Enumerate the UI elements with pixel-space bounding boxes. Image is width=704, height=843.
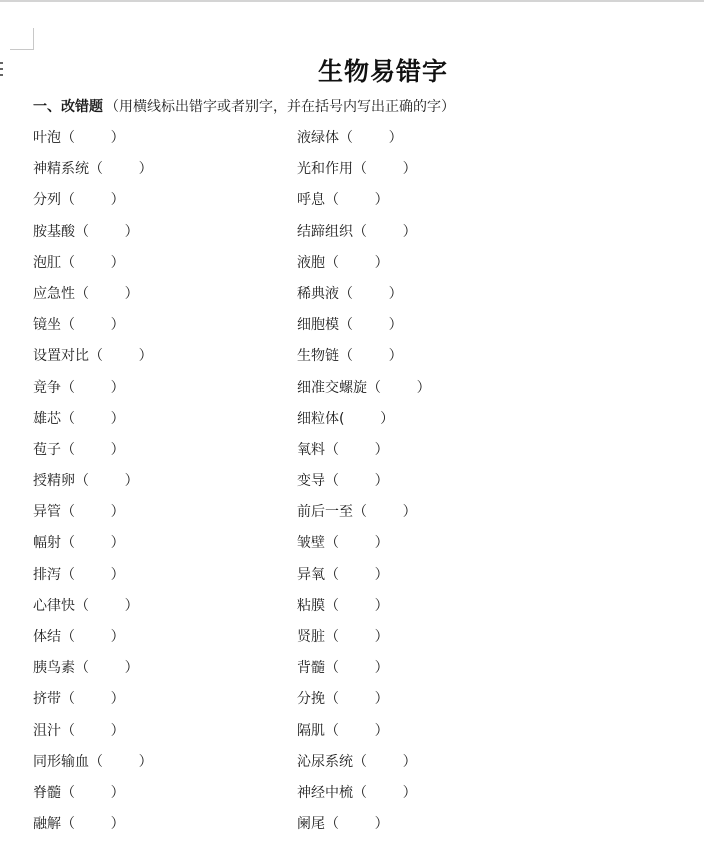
exercise-item (33, 311, 153, 342)
exercise-item (297, 249, 431, 280)
section-number: 一、 (33, 99, 61, 115)
answer-blank[interactable]: （ ） (353, 223, 417, 240)
exercise-word: 设置对比 (33, 348, 89, 365)
exercise-item (33, 124, 153, 155)
exercise-word: 应急性 (33, 285, 75, 302)
answer-blank[interactable]: （ ） (61, 629, 125, 645)
exercise-word: 脊髓 (33, 784, 61, 801)
answer-blank[interactable]: （ ） (61, 317, 125, 334)
exercise-item (33, 685, 153, 716)
answer-blank[interactable]: （ ） (325, 473, 389, 490)
exercise-item (297, 311, 431, 342)
answer-blank[interactable]: ( ） (339, 410, 395, 427)
exercise-item (297, 467, 431, 498)
exercise-item (297, 685, 431, 716)
exercise-word: 叶泡 (33, 130, 61, 146)
exercise-word: 挤带 (33, 691, 61, 708)
exercise-item (33, 592, 153, 623)
answer-blank[interactable]: （ ） (61, 379, 125, 396)
exercise-word: 幅射 (33, 535, 61, 552)
exercise-item (297, 280, 431, 311)
exercise-word: 苞子 (33, 441, 61, 458)
answer-blank[interactable]: （ ） (75, 473, 139, 490)
answer-blank[interactable]: （ ） (61, 535, 125, 552)
exercise-item (297, 810, 431, 841)
answer-blank[interactable]: （ ） (61, 691, 125, 708)
exercise-word: 皱壁 (297, 535, 325, 552)
exercise-item (33, 529, 153, 560)
exercise-word: 排泻 (33, 566, 61, 583)
exercise-word: 呼息 (297, 192, 325, 209)
exercise-item (33, 467, 153, 498)
exercise-item (33, 654, 153, 685)
exercise-item (33, 623, 153, 654)
answer-blank[interactable]: （ ） (75, 223, 139, 240)
exercise-item (297, 623, 431, 654)
answer-blank[interactable]: （ ） (61, 410, 125, 427)
answer-blank[interactable]: （ ） (325, 441, 389, 458)
answer-blank[interactable]: （ ） (325, 691, 389, 708)
exercise-word: 沁尿系统 (297, 753, 353, 770)
exercise-item (297, 592, 431, 623)
exercise-word: 体结 (33, 629, 61, 645)
right-column-list (297, 124, 431, 841)
answer-blank[interactable]: （ ） (325, 629, 389, 645)
exercise-word: 稀典液 (297, 285, 339, 302)
exercise-word: 授精卵 (33, 473, 75, 490)
answer-blank[interactable]: （ ） (325, 816, 389, 833)
exercise-item (33, 748, 153, 779)
exercise-word: 光和作用 (297, 161, 353, 178)
exercise-word: 液胞 (297, 254, 325, 271)
answer-blank[interactable]: （ ） (325, 192, 389, 209)
exercise-item (297, 498, 431, 529)
exercise-word: 泡肛 (33, 254, 61, 271)
exercise-word: 镜坐 (33, 317, 61, 334)
answer-blank[interactable]: （ ） (61, 441, 125, 458)
exercise-word: 分列 (33, 192, 61, 209)
answer-blank[interactable]: （ ） (61, 130, 125, 146)
answer-blank[interactable]: （ ） (325, 722, 389, 739)
exercise-word: 细准交螺旋 (297, 379, 367, 396)
exercise-item (297, 779, 431, 810)
exercise-word: 沮汁 (33, 722, 61, 739)
exercise-word: 液绿体 (297, 130, 339, 146)
exercise-item (297, 748, 431, 779)
exercise-word: 阑尾 (297, 816, 325, 833)
answer-blank[interactable]: （ ） (75, 597, 139, 614)
exercise-item (297, 717, 431, 748)
exercise-word: 心律快 (33, 597, 75, 614)
exercise-item (33, 561, 153, 592)
exercise-word: 前后一至 (297, 504, 353, 521)
answer-blank[interactable]: （ ） (61, 254, 125, 271)
page-corner-mark (10, 28, 34, 50)
exercise-item (33, 405, 153, 436)
answer-blank[interactable]: （ ） (61, 192, 125, 209)
exercise-word: 雄芯 (33, 410, 61, 427)
answer-blank[interactable]: （ ） (367, 379, 431, 396)
answer-blank[interactable]: （ ） (61, 816, 125, 833)
exercise-item (33, 779, 153, 810)
answer-blank[interactable]: （ ） (353, 504, 417, 521)
exercise-word: 神精系统 (33, 161, 89, 178)
answer-blank[interactable]: （ ） (75, 660, 139, 677)
answer-blank[interactable]: （ ） (339, 317, 403, 334)
page-title: 生物易错字 (317, 57, 448, 86)
exercise-item (33, 186, 153, 217)
answer-blank[interactable]: （ ） (325, 535, 389, 552)
exercise-item (297, 529, 431, 560)
exercise-word: 异氧 (297, 566, 325, 583)
exercise-word: 细胞模 (297, 317, 339, 334)
exercise-word: 隔肌 (297, 722, 325, 739)
exercise-word: 生物链 (297, 348, 339, 365)
exercise-word: 胺基酸 (33, 223, 75, 240)
exercise-item (33, 249, 153, 280)
exercise-item (33, 342, 153, 373)
exercise-word: 结蹄组织 (297, 223, 353, 240)
answer-blank[interactable]: （ ） (339, 348, 403, 365)
exercise-item (297, 342, 431, 373)
exercise-item (33, 498, 153, 529)
exercise-word: 胰鸟素 (33, 660, 75, 677)
exercise-item (297, 218, 431, 249)
exercise-item (297, 124, 431, 155)
exercise-word: 粘膜 (297, 597, 325, 614)
left-column-list (33, 124, 153, 841)
exercise-word: 背髓 (297, 660, 325, 677)
answer-blank[interactable]: （ ） (339, 130, 403, 146)
exercise-word: 分挽 (297, 691, 325, 708)
exercise-item (33, 374, 153, 405)
exercise-item (297, 155, 431, 186)
exercise-item (33, 155, 153, 186)
exercise-item (297, 405, 431, 436)
exercise-word: 氧料 (297, 441, 325, 458)
answer-blank[interactable]: （ ） (353, 161, 417, 178)
answer-blank[interactable]: （ ） (89, 161, 153, 178)
exercise-word: 细粒体 (297, 410, 339, 427)
answer-blank[interactable]: （ ） (61, 566, 125, 583)
answer-blank[interactable]: （ ） (325, 660, 389, 677)
exercise-word: 贤脏 (297, 629, 325, 645)
answer-blank[interactable]: （ ） (61, 722, 125, 739)
exercise-item (33, 218, 153, 249)
section-heading (33, 96, 455, 116)
exercise-item (297, 654, 431, 685)
answer-blank[interactable]: （ ） (61, 784, 125, 801)
exercise-word: 变导 (297, 473, 325, 490)
exercise-item (33, 810, 153, 841)
exercise-item (297, 436, 431, 467)
exercise-item (297, 186, 431, 217)
exercise-item (297, 561, 431, 592)
answer-blank[interactable]: （ ） (75, 285, 139, 302)
answer-blank[interactable]: （ ） (89, 753, 153, 770)
exercise-word: 同形输血 (33, 753, 89, 770)
exercise-item (33, 280, 153, 311)
exercise-word: 竟争 (33, 379, 61, 396)
answer-blank[interactable]: （ ） (61, 504, 125, 521)
exercise-word: 异管 (33, 504, 61, 521)
answer-blank[interactable]: （ ） (353, 784, 417, 801)
exercise-item (33, 717, 153, 748)
exercise-word: 融解 (33, 816, 61, 833)
exercise-word: 神经中梳 (297, 784, 353, 801)
page-top-border (0, 0, 704, 2)
exercise-item (33, 436, 153, 467)
section-label: 改错题 (61, 99, 103, 115)
answer-blank[interactable]: （ ） (353, 753, 417, 770)
section-instruction: （用横线标出错字或者别字，并在括号内写出正确的字） (105, 99, 455, 115)
answer-blank[interactable]: （ ） (339, 285, 403, 302)
answer-blank[interactable]: （ ） (325, 597, 389, 614)
answer-blank[interactable]: （ ） (325, 254, 389, 271)
answer-blank[interactable]: （ ） (325, 566, 389, 583)
exercise-item (297, 374, 431, 405)
answer-blank[interactable]: （ ） (89, 348, 153, 365)
